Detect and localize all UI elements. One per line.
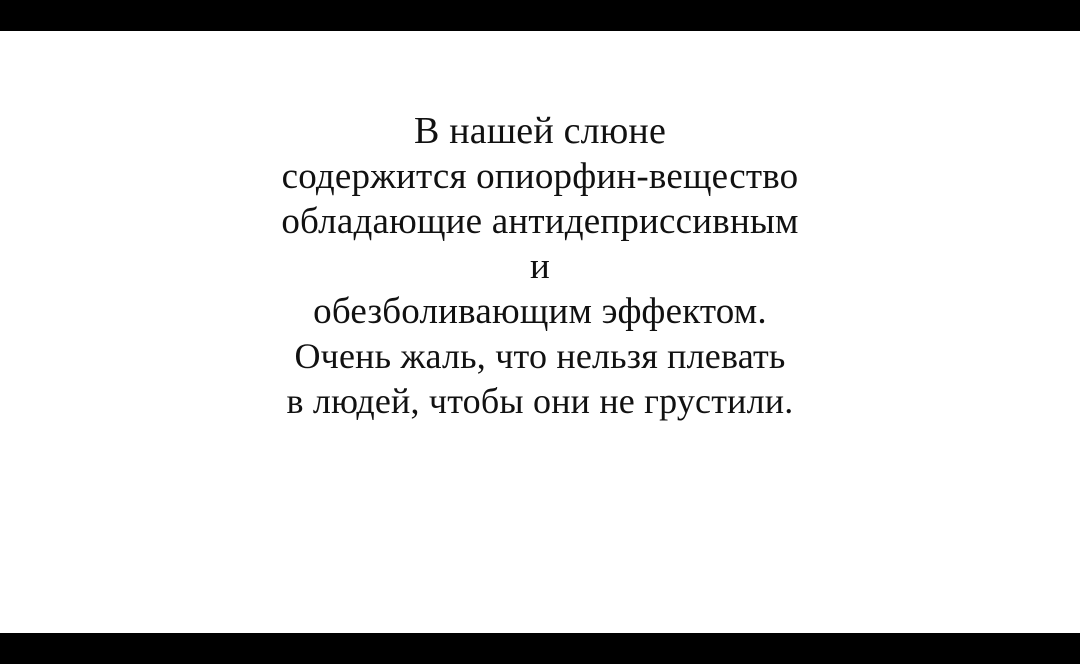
quote-line-6: Очень жаль, что нельзя плевать [294,336,786,376]
quote-line-1: В нашей слюне [413,110,667,152]
quote-text-block [0,31,1080,424]
quote-line-3: обладающие антидеприссивным [281,201,799,242]
quote-line-2: содержится опиорфин‑вещество [281,156,799,197]
quote-line-7: в людей, чтобы они не грустили. [286,381,794,421]
quote-line-5: обезболивающим эффектом. [313,291,767,332]
quote-card [0,31,1080,633]
quote-line-4: и [529,246,550,287]
